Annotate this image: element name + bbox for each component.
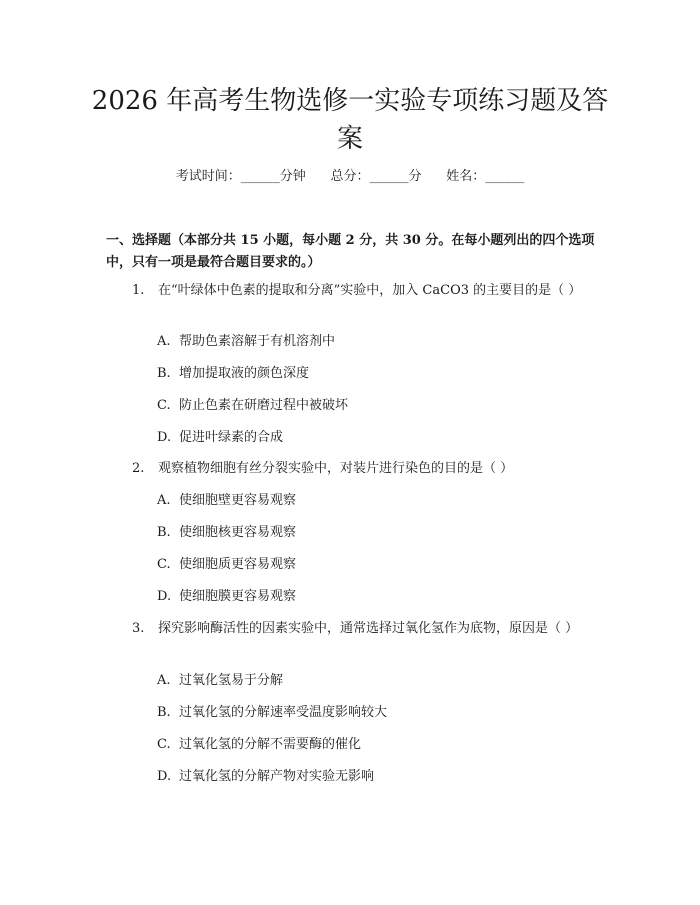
option-1b — [157, 364, 597, 384]
option-1c — [157, 396, 597, 416]
option-text: 过氧化氢的分解产物对实验无影响 — [179, 769, 375, 784]
option-text: 促进叶绿素的合成 — [179, 430, 284, 445]
option-letter: C. — [157, 737, 171, 752]
option-letter: D. — [157, 430, 172, 445]
option-letter: B. — [157, 705, 171, 720]
question-3 — [106, 618, 606, 640]
option-text: 过氧化氢的分解不需要酶的催化 — [179, 737, 362, 752]
option-3a — [157, 671, 597, 691]
option-3d — [157, 767, 597, 787]
option-text: 过氧化氢的分解速率受温度影响较大 — [179, 705, 388, 720]
option-text: 使细胞膜更容易观察 — [179, 589, 297, 604]
option-2d — [157, 587, 597, 607]
question-2 — [106, 458, 606, 480]
title-line-1: 2026 年高考生物选修一实验专项练习题及答 — [91, 86, 609, 116]
option-text: 防止色素在研磨过程中被破坏 — [179, 398, 349, 413]
option-text: 过氧化氢易于分解 — [179, 673, 284, 688]
option-letter: D. — [157, 769, 172, 784]
option-letter: A. — [157, 334, 171, 349]
option-letter: C. — [157, 557, 171, 572]
option-3c — [157, 735, 597, 755]
option-letter: B. — [157, 366, 171, 381]
question-number: 3. — [132, 621, 145, 636]
question-number: 2. — [132, 461, 145, 476]
option-2a — [157, 491, 597, 511]
option-letter: B. — [157, 525, 171, 540]
option-text: 使细胞核更容易观察 — [179, 525, 297, 540]
option-2c — [157, 555, 597, 575]
option-letter: D. — [157, 589, 172, 604]
question-text: 观察植物细胞有丝分裂实验中，对装片进行染色的目的是（ ） — [158, 461, 514, 476]
option-letter: A. — [157, 673, 171, 688]
option-text: 增加提取液的颜色深度 — [179, 366, 310, 381]
title-line-2: 案 — [336, 124, 363, 154]
option-letter: C. — [157, 398, 171, 413]
option-1a — [157, 332, 597, 352]
option-2b — [157, 523, 597, 543]
option-letter: A. — [157, 493, 171, 508]
question-text: 探究影响酶活性的因素实验中，通常选择过氧化氢作为底物，原因是（ ） — [158, 621, 579, 636]
option-text: 使细胞壁更容易观察 — [179, 493, 297, 508]
question-text: 在“叶绿体中色素的提取和分离”实验中，加入 CaCO3 的主要目的是（ ） — [158, 283, 582, 298]
option-1d — [157, 428, 597, 448]
question-number: 1. — [132, 283, 145, 298]
question-1 — [106, 280, 606, 302]
option-3b — [157, 703, 597, 723]
option-text: 使细胞质更容易观察 — [179, 557, 297, 572]
exam-meta: 考试时间：______分钟 总分：______分 姓名：______ — [175, 169, 525, 184]
page-title — [0, 82, 700, 158]
option-text: 帮助色素溶解于有机溶剂中 — [179, 334, 336, 349]
section-title: 一、选择题（本部分共 15 小题，每小题 2 分，共 30 分。在每小题列出的四个选项中，只有一项是最符合题目要求的。） — [106, 233, 595, 270]
